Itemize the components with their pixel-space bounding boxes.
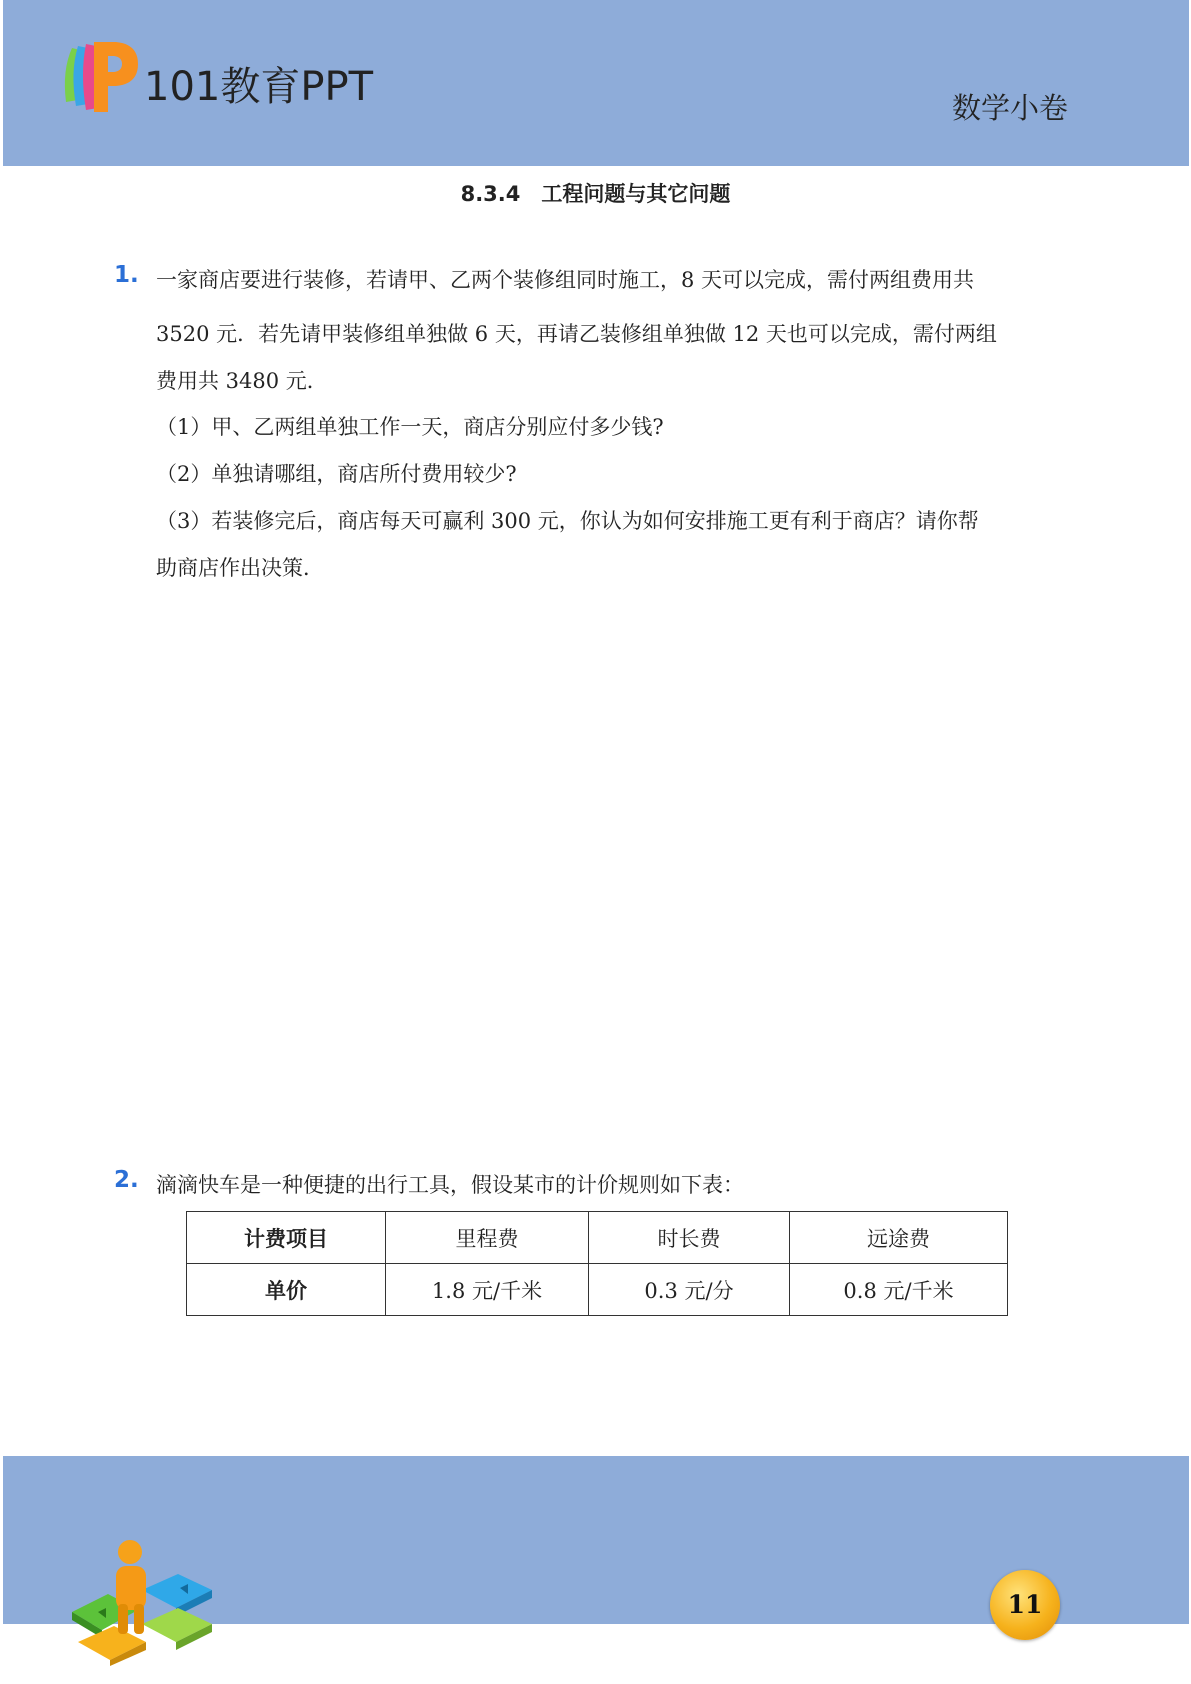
person-on-tiles-icon (68, 1538, 218, 1666)
question-1-line-1: 一家商店要进行装修，若请甲、乙两个装修组同时施工，8 天可以完成，需付两组费用共 (156, 268, 975, 292)
fee-table-header-cell: 时长费 (589, 1212, 790, 1264)
question-1-part-3: （3）若装修完后，商店每天可赢利 300 元，你认为如何安排施工更有利于商店？请你帮 (156, 509, 979, 533)
fee-table-header-cell: 计费项目 (187, 1212, 386, 1264)
logo-icon (58, 40, 140, 116)
fee-table-cell: 单价 (187, 1264, 386, 1316)
fee-table-cell: 0.8 元/千米 (790, 1264, 1008, 1316)
question-1-line-3: 费用共 3480 元． (156, 369, 328, 393)
question-2-line-1: 滴滴快车是一种便捷的出行工具，假设某市的计价规则如下表： (156, 1173, 744, 1197)
question-1-number: 1. (114, 262, 139, 288)
question-1-part-1: （1）甲、乙两组单独工作一天，商店分别应付多少钱? (156, 415, 664, 439)
section-title: 8.3.4 工程问题与其它问题 (460, 182, 731, 206)
fee-table (186, 1211, 1008, 1316)
question-1-part-3-cont: 助商店作出决策． (156, 556, 324, 580)
question-1-part-2: （2）单独请哪组，商店所付费用较少? (156, 462, 517, 486)
question-2-number: 2. (114, 1167, 139, 1193)
logo-text: 101教育PPT (144, 64, 374, 110)
fee-table-row (187, 1264, 1008, 1316)
fee-table-cell: 1.8 元/千米 (386, 1264, 589, 1316)
fee-table-header-cell: 里程费 (386, 1212, 589, 1264)
fee-table-header-cell: 远途费 (790, 1212, 1008, 1264)
page-number-badge: 11 (990, 1570, 1060, 1640)
header-label: 数学小卷 (952, 91, 1069, 125)
question-1-line-2: 3520 元．若先请甲装修组单独做 6 天，再请乙装修组单独做 12 天也可以完成，需付两组 (156, 322, 997, 346)
fee-table-header-row (187, 1212, 1008, 1264)
fee-table-cell: 0.3 元/分 (589, 1264, 790, 1316)
